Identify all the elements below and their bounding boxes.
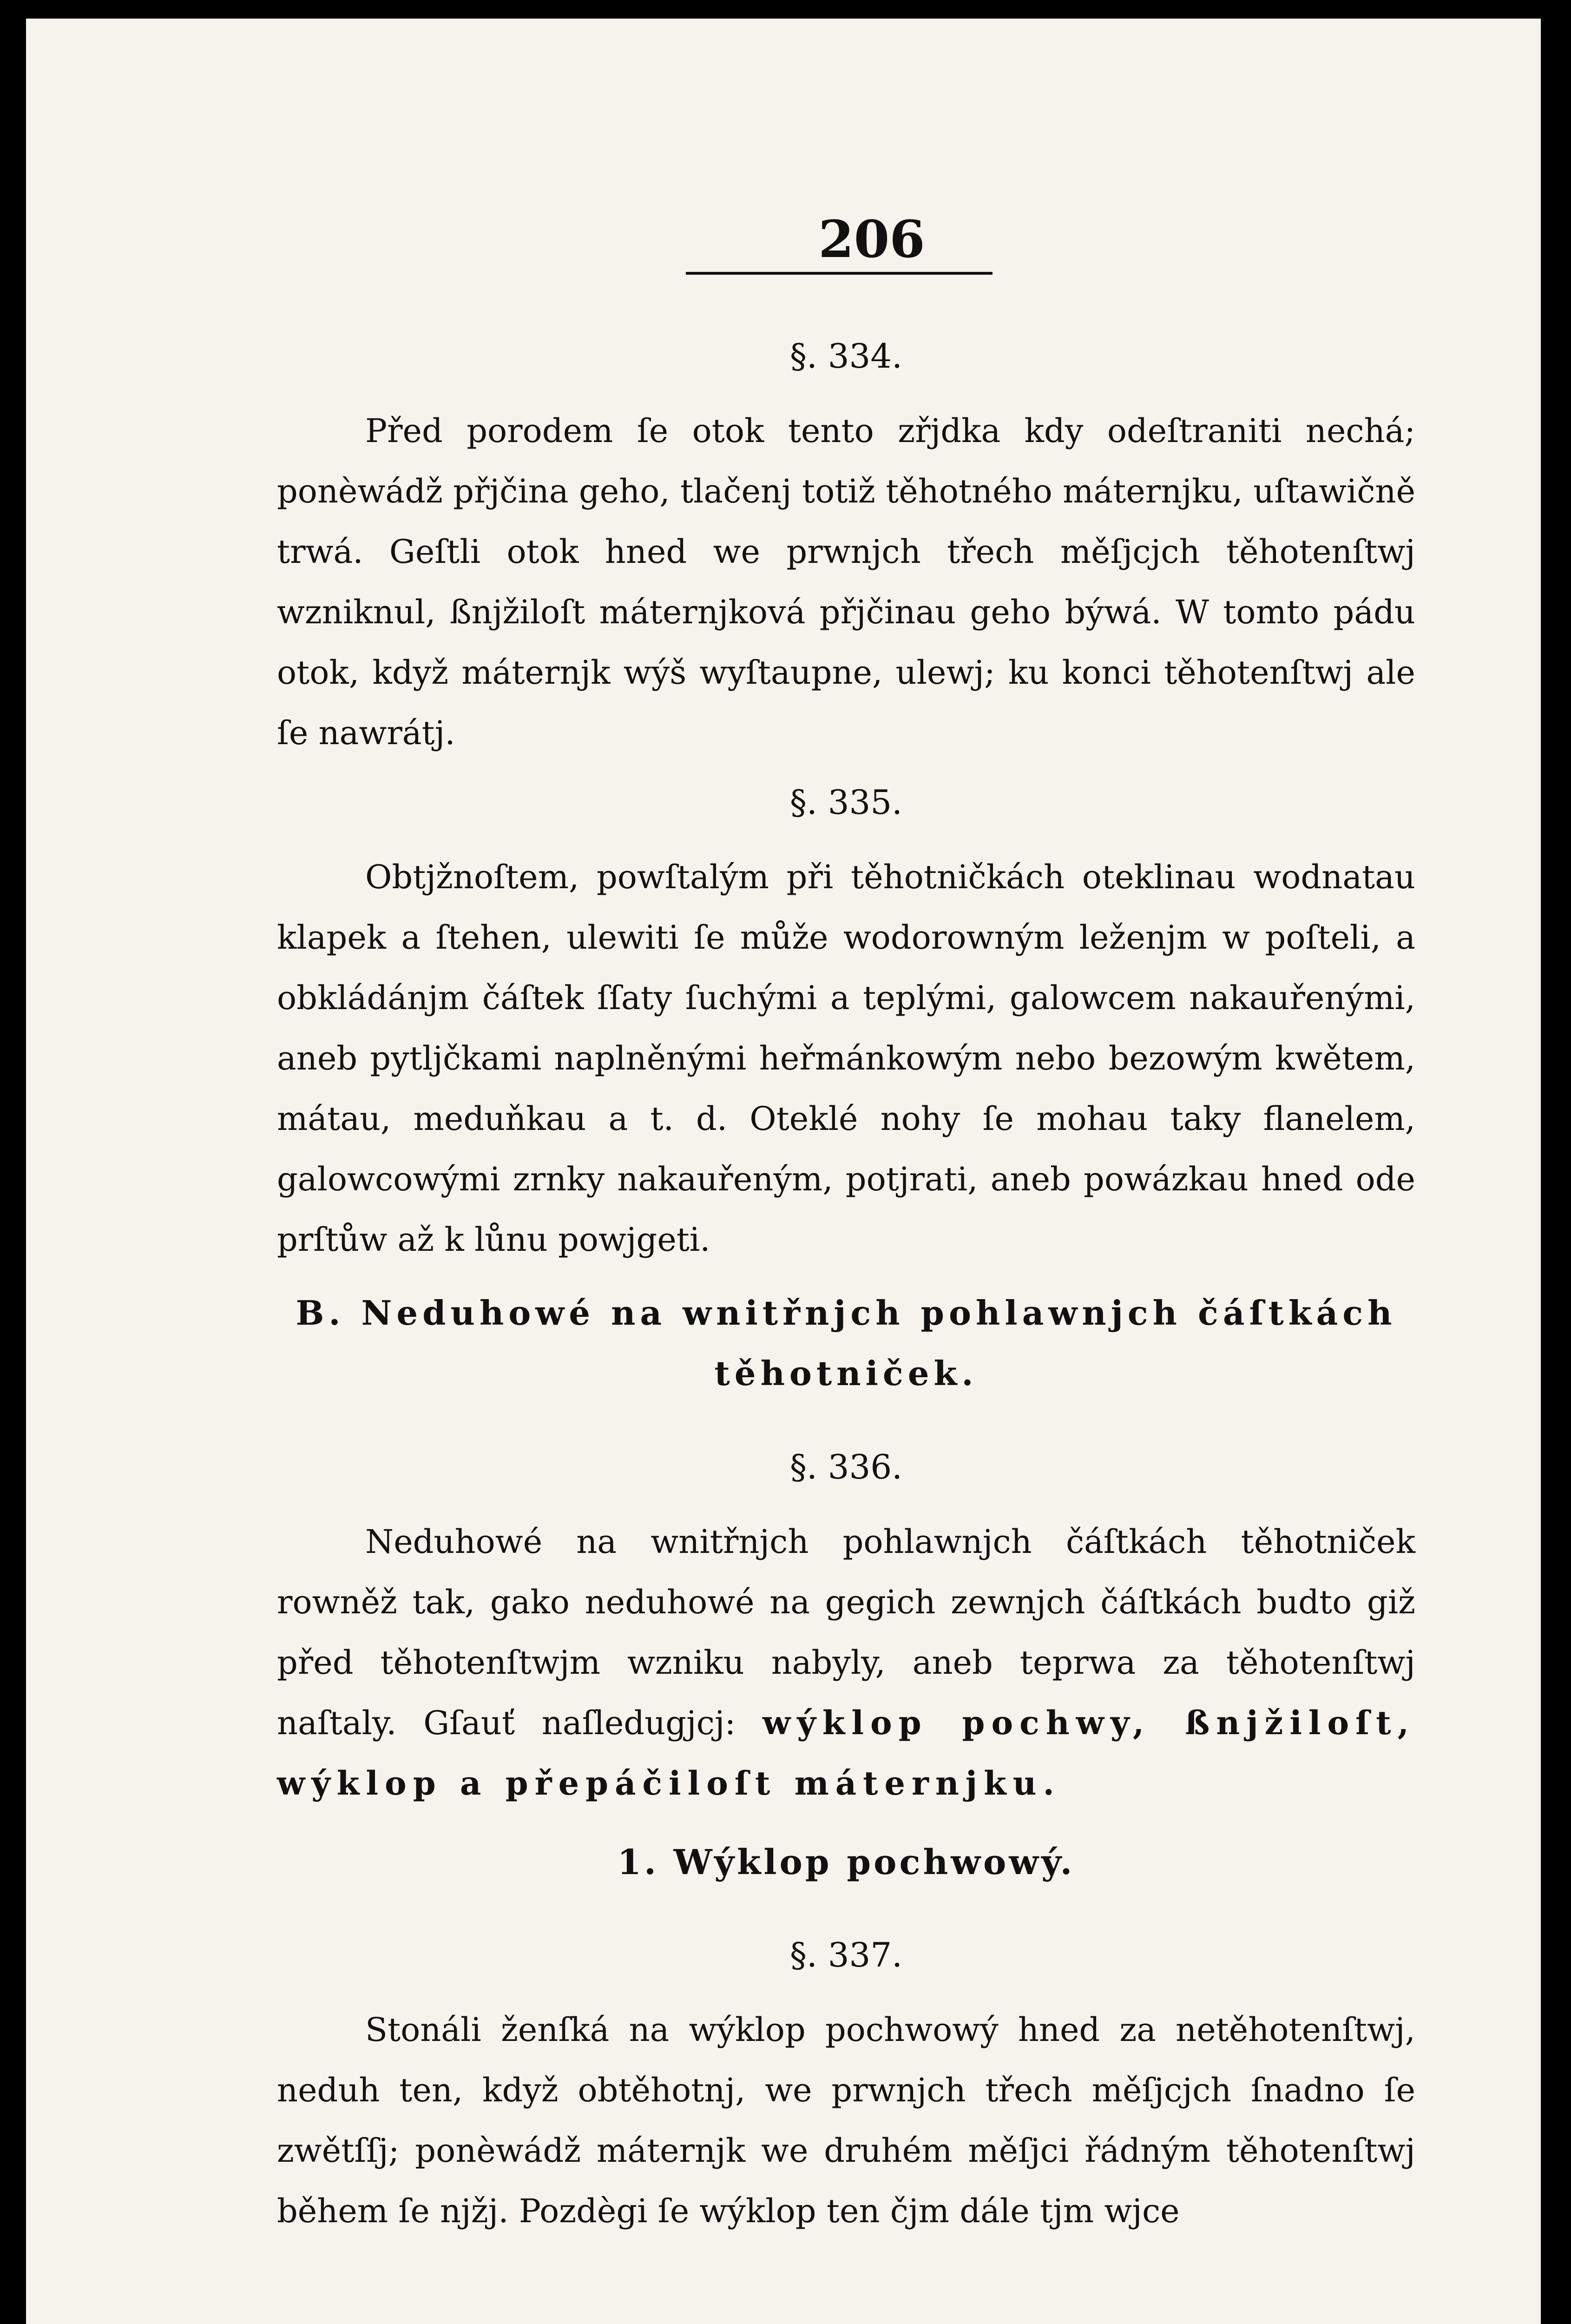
section-heading-337: §. 337. xyxy=(789,1935,903,1974)
paragraph-336 xyxy=(277,1512,1415,1814)
paragraph-334: Před porodem ſe otok tento zřjdka kdy odeſtraniti nechá; ponèwádž přjčina geho, tlačenj totiž těhotného máternjku, uſtawičně trwá. Geſtli otok hned we prwnjch třech měſjcjch těhotenſtwj wzniknul, ßnjžiloſt máternjková přjčinau geho býwá. W tomto pádu otok, když máternjk wýš wyſtaupne, ulewj; ku konci těhotenſtwj ale ſe nawrátj. xyxy=(277,412,1415,752)
section-336 xyxy=(277,1447,1416,1814)
page-number: 206 xyxy=(818,209,925,269)
paragraph-336-text: Neduhowé na wnitřnjch pohlawnjch čáſtkách těhotniček rowněž tak, gako neduhowé na gegich zewnjch čáſtkách budto giž před těhotenſtwjm wzniku nabyly, aneb teprwa za těhotenſtwj naſtaly. Gſauť naſledugjcj: xyxy=(277,1523,1415,1742)
heading-1 xyxy=(277,1842,1415,1882)
heading-b-line-1 xyxy=(277,1283,1415,1343)
page xyxy=(26,19,1541,2324)
section-heading-335: §. 335. xyxy=(789,783,903,822)
section-337 xyxy=(277,1935,1415,2241)
section-334 xyxy=(277,339,1415,763)
heading-b xyxy=(277,1283,1415,1404)
heading-b-line-2: těhotniček. xyxy=(714,1353,978,1393)
heading-b-letter: B. xyxy=(296,1293,345,1333)
section-335 xyxy=(277,783,1415,1270)
section-heading-336: §. 336. xyxy=(789,1447,903,1486)
paragraph-335: Obtjžnoſtem, powſtalým při těhotničkách oteklinau wodnatau klapek a ſtehen, ulewiti ſe může wodorowným leženjm w poſteli, a obkládánjm čáſtek ſſaty ſuchými a teplými, galowcem nakauřenými, aneb pytljčkami naplněnými heřmánkowým nebo bezowým kwětem, mátau, meduňkau a t. d. Oteklé nohy ſe mohau taky flanelem, galowcowými zrnky nakauřeným, potjrati, aneb powázkau hned ode prſtůw až k lůnu powjgeti. xyxy=(277,858,1415,1259)
heading-1-title: 1. Wýklop pochwowý. xyxy=(617,1842,1075,1882)
paragraph-336-spaced: wýklop pochwy, ßnjžiloſt, wýklop a přepáčiloſt máternjku. xyxy=(277,1703,1416,1802)
page-number-rule xyxy=(686,272,993,275)
heading-b-title: Neduhowé na wnitřnjch pohlawnjch čáſtkách xyxy=(361,1293,1397,1333)
paragraph-337: Stonáli ženſká na wýklop pochwowý hned za netěhotenſtwj, neduh ten, když obtěhotnj, we prwnjch třech měſjcjch ſnadno ſe zwětſſj; ponèwádž máternjk we druhém měſjci řádným těhotenſtwj během ſe njžj. Pozdègi ſe wýklop ten čjm dále tjm wjce xyxy=(277,2011,1415,2230)
section-heading-334: §. 334. xyxy=(789,337,903,376)
